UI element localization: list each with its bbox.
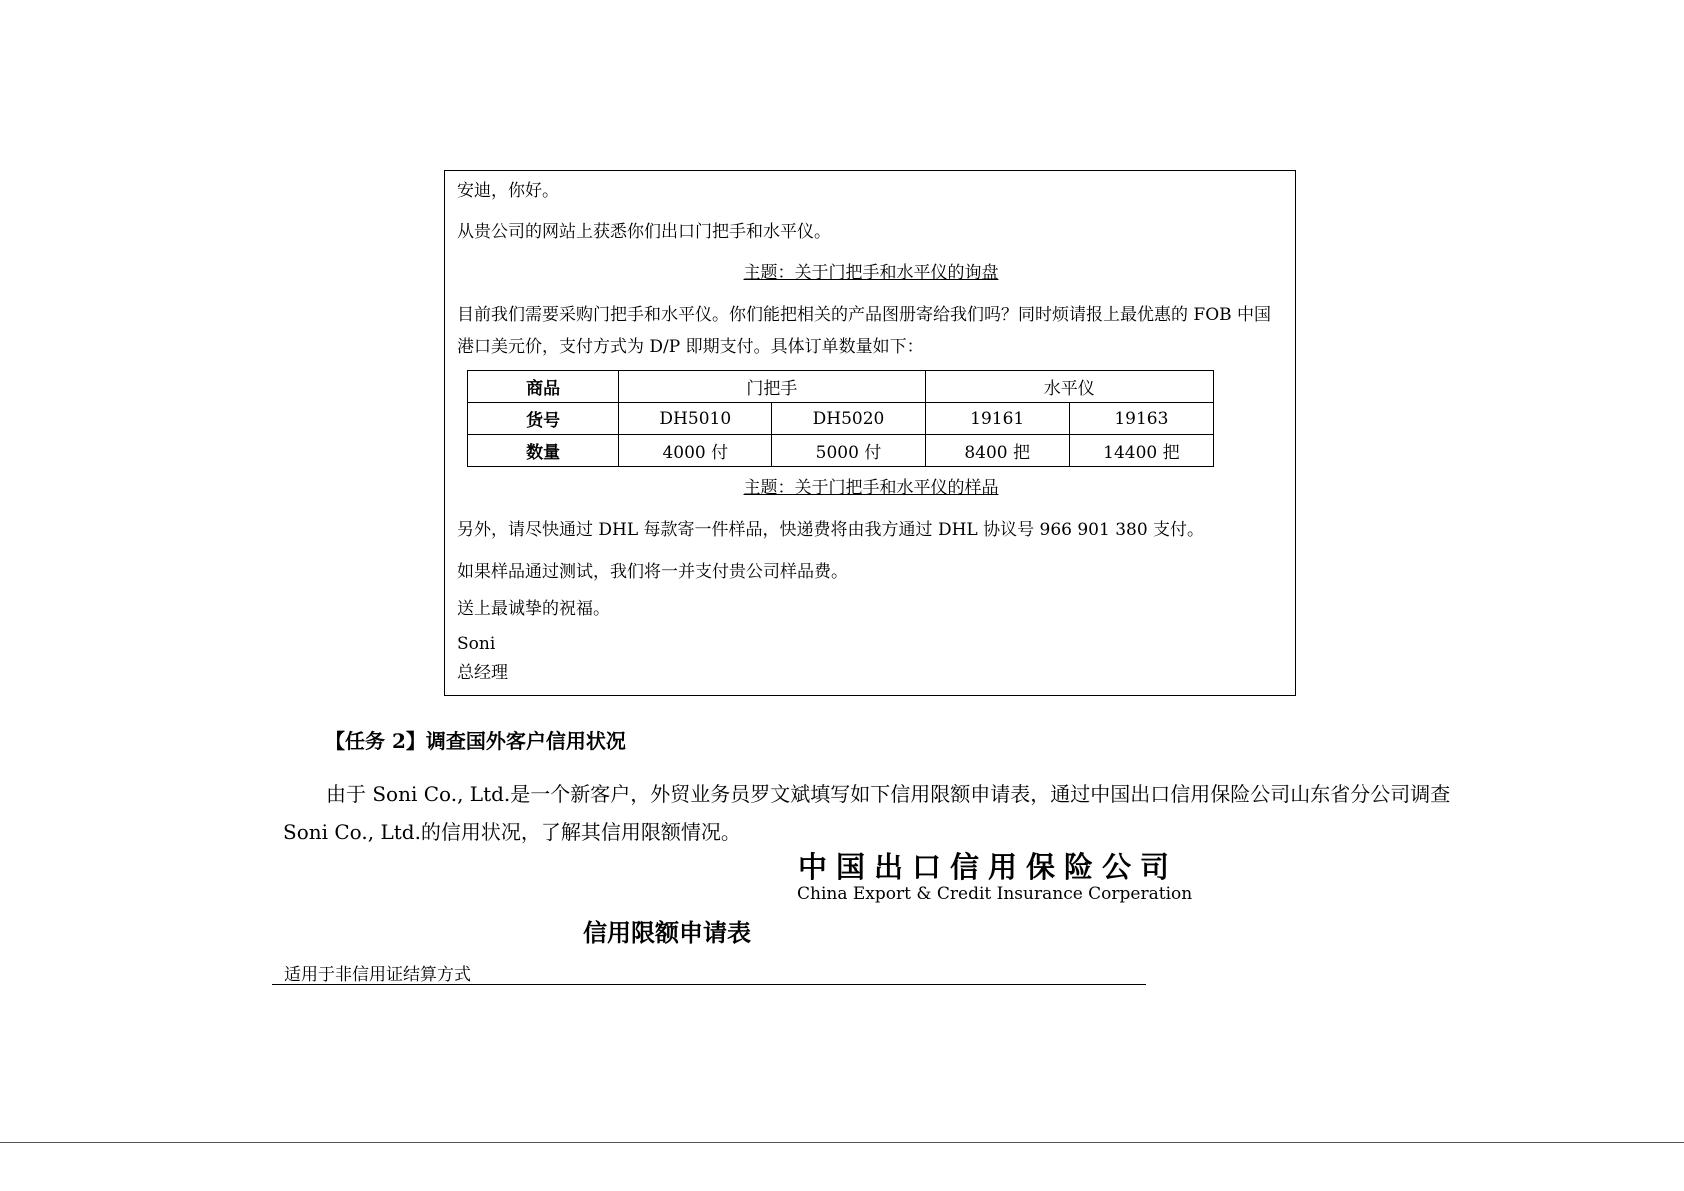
row-label-item: 货号 (468, 403, 619, 435)
letter-request-text: 目前我们需要采购门把手和水平仪。你们能把相关的产品图册寄给我们吗？同时烦请报上最优惠的 FOB 中国港口美元价，支付方式为 D/P 即期支付。具体订单数量如下： (457, 305, 1272, 357)
cell-item: 19163 (1069, 403, 1213, 435)
cell-commodity-door-handle: 门把手 (619, 371, 925, 403)
cell-quantity: 8400 把 (925, 435, 1069, 467)
cell-quantity: 4000 付 (619, 435, 772, 467)
company-name-cn: 中国出口信用保险公司 (798, 850, 1179, 884)
subject-samples: 主题：关于门把手和水平仪的样品 (743, 478, 999, 498)
letter-intro: 从贵公司的网站上获悉你们出口门把手和水平仪。 (457, 222, 831, 242)
letter-sample-payment: 如果样品通过测试，我们将一并支付贵公司样品费。 (457, 562, 848, 582)
letter-sample-request: 另外，请尽快通过 DHL 每款寄一件样品，快递费将由我方通过 DHL 协议号 966 901 380 支付。 (457, 520, 1205, 540)
letter-greeting: 安迪，你好。 (457, 181, 559, 201)
letter-closing: 送上最诚挚的祝福。 (457, 599, 610, 619)
cell-quantity: 5000 付 (772, 435, 925, 467)
table-row-commodity (468, 371, 1214, 403)
form-scope-underline (272, 984, 1146, 985)
cell-item: 19161 (925, 403, 1069, 435)
subject-inquiry: 主题：关于门把手和水平仪的询盘 (743, 263, 999, 283)
task-heading: 【任务 2】调查国外客户信用状况 (325, 729, 626, 753)
company-name-en: China Export & Credit Insurance Corperation (797, 884, 1193, 904)
inquiry-letter-box (444, 170, 1296, 696)
task-paragraph-line1: 由于 Soni Co., Ltd.是一个新客户，外贸业务员罗文斌填写如下信用限额申请表，通过中国出口信用保险公司山东省分公司调查 (326, 782, 1451, 806)
cell-quantity: 14400 把 (1069, 435, 1213, 467)
signature-name: Soni (457, 634, 496, 654)
row-label-quantity: 数量 (468, 435, 619, 467)
page-bottom-divider (0, 1142, 1684, 1143)
task-paragraph-line2: Soni Co., Ltd.的信用状况，了解其信用限额情况。 (283, 820, 741, 844)
cell-commodity-level: 水平仪 (925, 371, 1213, 403)
order-table (467, 370, 1214, 467)
cell-item: DH5020 (772, 403, 925, 435)
table-row-item (468, 403, 1214, 435)
form-scope: 适用于非信用证结算方式 (284, 965, 471, 985)
form-title: 信用限额申请表 (583, 918, 751, 947)
cell-item: DH5010 (619, 403, 772, 435)
table-row-quantity (468, 435, 1214, 467)
signature-title: 总经理 (457, 663, 508, 683)
row-label-commodity: 商品 (468, 371, 619, 403)
